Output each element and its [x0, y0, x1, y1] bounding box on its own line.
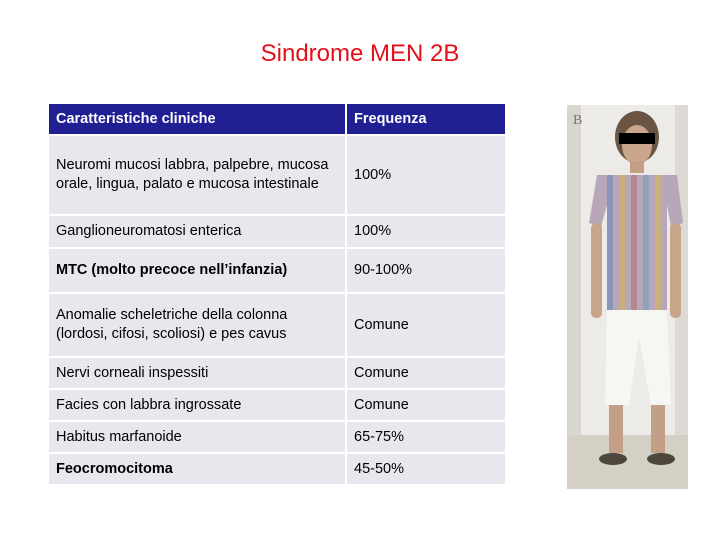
table-header-row [49, 104, 507, 136]
frequency-cell: Comune [347, 294, 507, 358]
table-row [49, 136, 507, 216]
frequency-cell: 45-50% [347, 454, 507, 486]
frequency-cell: 100% [347, 216, 507, 249]
table-row [49, 454, 507, 486]
frequency-cell: 100% [347, 136, 507, 216]
feature-cell: Ganglioneuromatosi enterica [49, 216, 347, 249]
table-row [49, 249, 507, 294]
table-row [49, 294, 507, 358]
feature-cell: Facies con labbra ingrossate [49, 390, 347, 422]
feature-cell: Feocromocitoma [49, 454, 347, 486]
frequency-cell: Comune [347, 390, 507, 422]
frequency-cell: 90-100% [347, 249, 507, 294]
feature-cell: Habitus marfanoide [49, 422, 347, 454]
frequency-cell: 65-75% [347, 422, 507, 454]
frequency-cell: Comune [347, 358, 507, 390]
table-row [49, 390, 507, 422]
patient-photo [567, 105, 688, 489]
patient-figure-illustration [567, 105, 688, 489]
table-row [49, 422, 507, 454]
photo-panel-letter: B [573, 113, 583, 128]
feature-cell: Neuromi mucosi labbra, palpebre, mucosa orale, lingua, palato e mucosa intestinale [49, 136, 347, 216]
clinical-features-table [49, 104, 507, 486]
table-row [49, 216, 507, 249]
feature-cell: Anomalie scheletriche della colonna (lordosi, cifosi, scoliosi) e pes cavus [49, 294, 347, 358]
feature-cell: MTC (molto precoce nell’infanzia) [49, 249, 347, 294]
column-header-frequency: Frequenza [347, 104, 507, 136]
feature-cell: Nervi corneali inspessiti [49, 358, 347, 390]
slide-title: Sindrome MEN 2B [260, 40, 460, 67]
column-header-features: Caratteristiche cliniche [49, 104, 347, 136]
table-row [49, 358, 507, 390]
